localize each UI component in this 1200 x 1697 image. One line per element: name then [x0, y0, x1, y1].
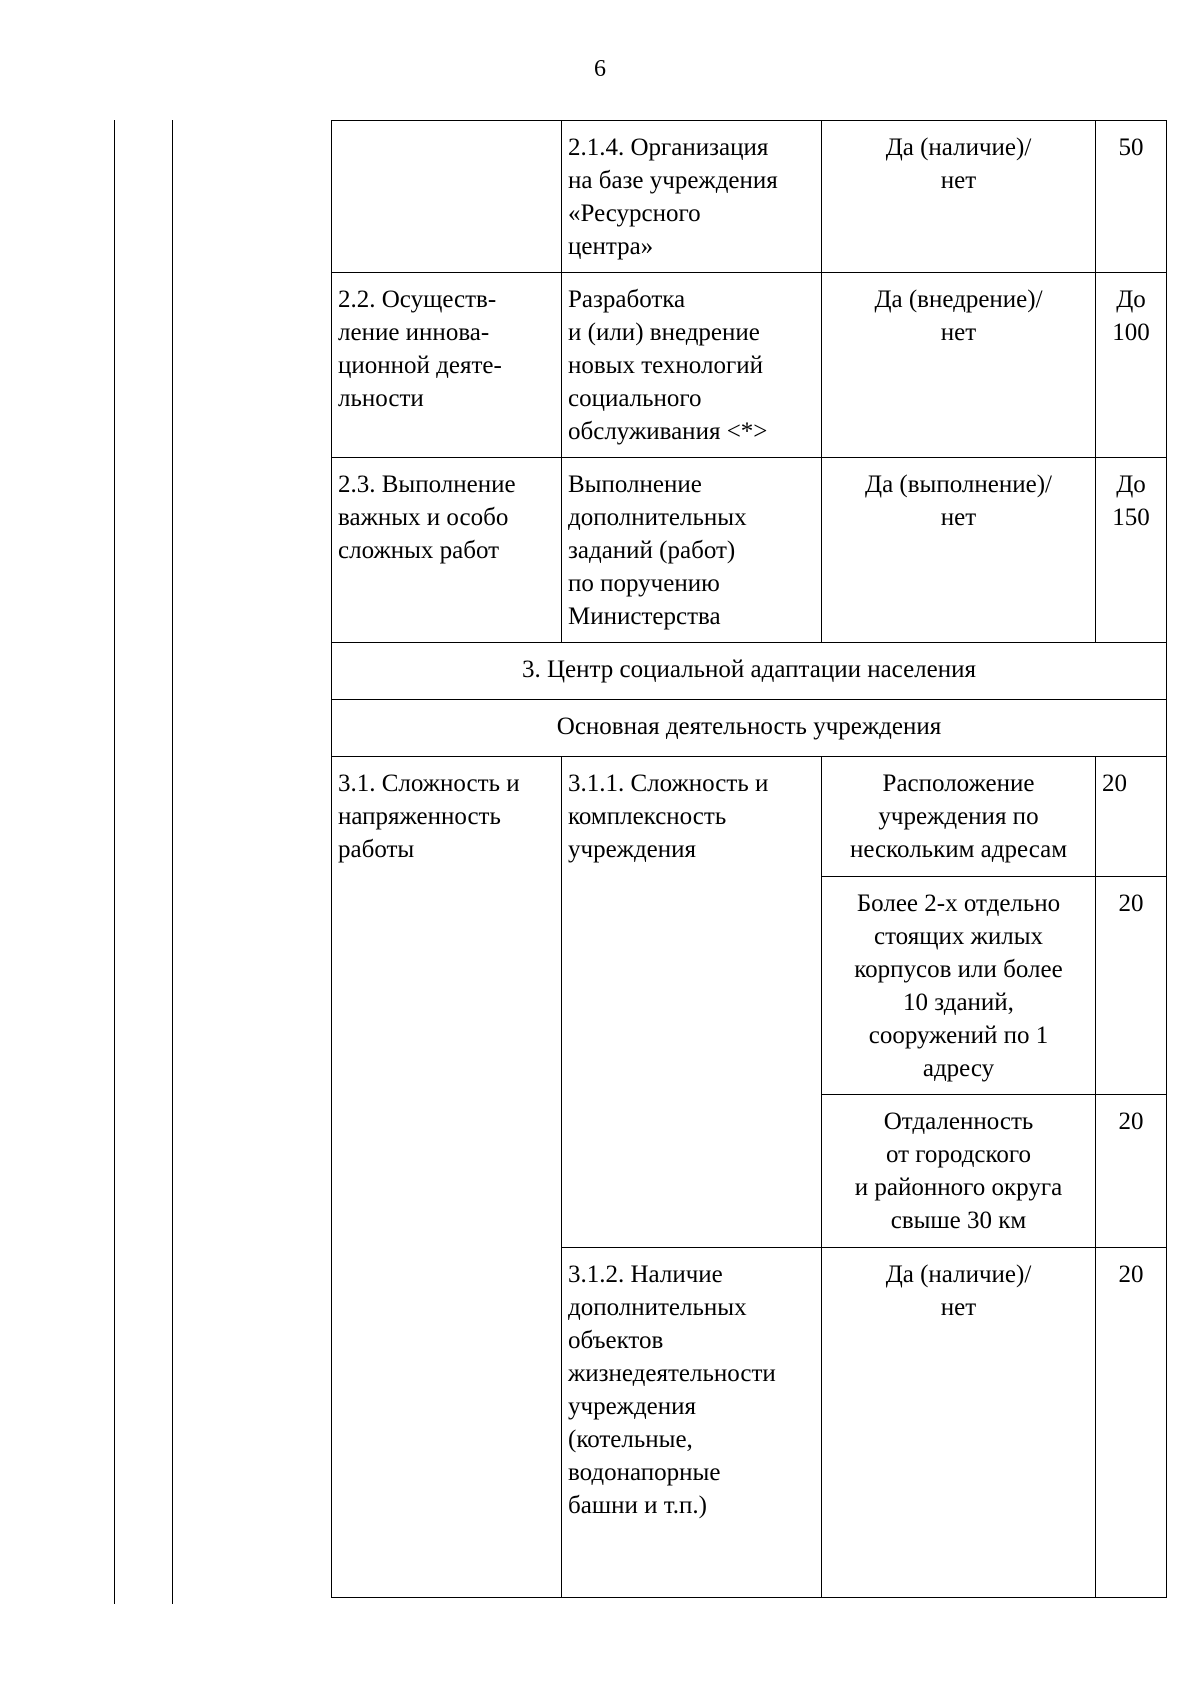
cell-line: социального — [568, 385, 702, 412]
page-number: 6 — [594, 56, 606, 82]
cell-line: водонапорные — [568, 1459, 721, 1486]
section-title: 3. Центр социальной адаптации населения — [332, 643, 1167, 700]
cell-line: Выполнение — [568, 471, 702, 498]
cell-line: ционной деяте- — [338, 352, 502, 379]
cell-line: комплексность — [568, 803, 727, 830]
cell-line: напряженность — [338, 803, 501, 830]
condition-cell — [822, 1095, 1096, 1248]
table-row — [332, 121, 1167, 273]
condition-cell — [822, 273, 1096, 458]
cell-line: на базе учреждения — [568, 167, 778, 194]
cell-line: нет — [940, 504, 977, 531]
criterion-cell — [332, 273, 562, 458]
cell-line: учреждения — [568, 836, 697, 863]
cell-line: по поручению — [568, 570, 720, 597]
criterion-cell — [332, 458, 562, 643]
points-cell: 20 — [1096, 1248, 1167, 1598]
indicator-cell — [562, 757, 822, 1248]
cell-line: и районного округа — [854, 1174, 1063, 1201]
cell-line: центра» — [568, 233, 654, 260]
cell-line: (котельные, — [568, 1426, 693, 1453]
indicator-cell — [562, 121, 822, 273]
condition-cell — [822, 877, 1096, 1095]
cell-line: До — [1116, 286, 1146, 313]
section-subtitle-row — [332, 700, 1167, 757]
margin-rule-left — [114, 120, 115, 1604]
cell-line: 150 — [1112, 504, 1150, 531]
cell-line: Министерства — [568, 603, 721, 630]
cell-line: 100 — [1112, 319, 1150, 346]
criterion-cell — [332, 757, 562, 1598]
cell-line: До — [1116, 471, 1146, 498]
condition-cell — [822, 757, 1096, 877]
cell-line: льности — [338, 385, 424, 412]
margin-rule-right — [172, 120, 173, 1604]
cell-line: нескольким адресам — [849, 836, 1068, 863]
cell-line: Да (наличие)/ — [885, 134, 1032, 161]
points-cell: 20 — [1096, 1095, 1167, 1248]
criterion-cell-empty — [332, 121, 562, 273]
cell-line: заданий (работ) — [568, 537, 736, 564]
cell-line: 3.1.1. Сложность и — [568, 770, 769, 797]
cell-line: объектов — [568, 1327, 664, 1354]
points-cell: 20 — [1096, 877, 1167, 1095]
condition-cell — [822, 121, 1096, 273]
cell-line: дополнительных — [568, 1294, 747, 1321]
cell-line: свыше 30 км — [890, 1207, 1027, 1234]
cell-line: 3.1. Сложность и — [338, 770, 520, 797]
table-row — [332, 458, 1167, 643]
cell-line: важных и особо — [338, 504, 509, 531]
cell-line: нет — [940, 319, 977, 346]
cell-line: 2.1.4. Организация — [568, 134, 769, 161]
cell-line: Разработка — [568, 286, 686, 313]
points-cell — [1096, 458, 1167, 643]
cell-line: Более 2-х отдельно — [856, 890, 1061, 917]
cell-line: Да (выполнение)/ — [865, 471, 1052, 498]
indicator-cell — [562, 1248, 822, 1598]
condition-cell — [822, 1248, 1096, 1598]
cell-line: учреждения по — [878, 803, 1039, 830]
cell-line: сооружений по 1 — [868, 1022, 1049, 1049]
cell-line: ление иннова- — [338, 319, 490, 346]
condition-cell — [822, 458, 1096, 643]
cell-line: 2.2. Осуществ- — [338, 286, 497, 313]
cell-line: «Ресурсного — [568, 200, 701, 227]
table-row — [332, 757, 1167, 877]
cell-line: сложных работ — [338, 537, 500, 564]
table-row — [332, 273, 1167, 458]
cell-line: жизнедеятельности — [568, 1360, 776, 1387]
cell-line: Да (внедрение)/ — [874, 286, 1043, 313]
cell-line: Да (наличие)/ — [885, 1261, 1032, 1288]
points-cell — [1096, 273, 1167, 458]
cell-line: адресу — [922, 1055, 995, 1082]
cell-line: дополнительных — [568, 504, 747, 531]
cell-line: работы — [338, 836, 415, 863]
cell-line: корпусов или более — [854, 956, 1063, 983]
cell-line: 3.1.2. Наличие — [568, 1261, 723, 1288]
cell-line: и (или) внедрение — [568, 319, 760, 346]
section-title-row — [332, 643, 1167, 700]
points-cell: 50 — [1096, 121, 1167, 273]
cell-line: Отдаленность — [883, 1108, 1034, 1135]
indicator-cell — [562, 273, 822, 458]
cell-line: нет — [940, 1294, 977, 1321]
cell-line: нет — [940, 167, 977, 194]
cell-line: от городского — [885, 1141, 1032, 1168]
cell-line: обслуживания <*> — [568, 418, 768, 445]
indicator-cell — [562, 458, 822, 643]
points-cell: 20 — [1096, 757, 1167, 877]
cell-line: 2.3. Выполнение — [338, 471, 516, 498]
section-subtitle: Основная деятельность учреждения — [332, 700, 1167, 757]
criteria-table — [331, 120, 1167, 1598]
cell-line: башни и т.п.) — [568, 1492, 707, 1519]
cell-line: учреждения — [568, 1393, 697, 1420]
cell-line: стоящих жилых — [873, 923, 1044, 950]
cell-line: новых технологий — [568, 352, 763, 379]
cell-line: Расположение — [882, 770, 1035, 797]
cell-line: 10 зданий, — [903, 989, 1014, 1016]
